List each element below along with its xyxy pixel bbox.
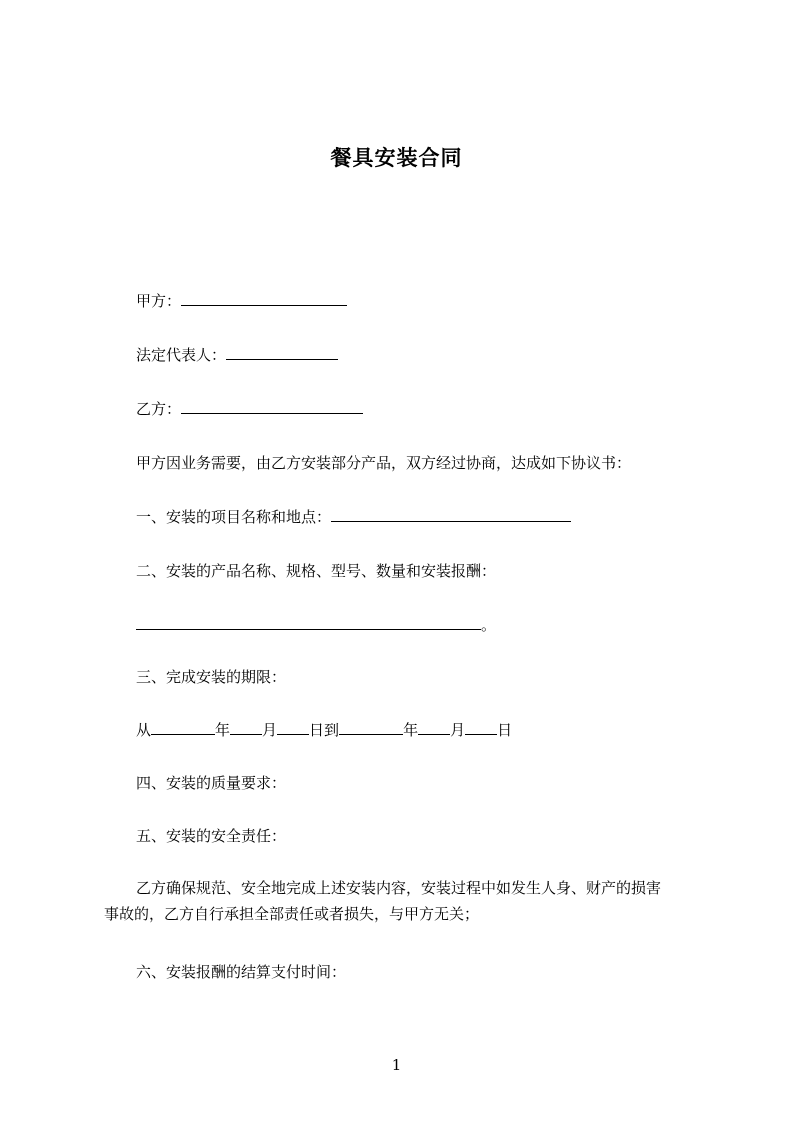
year-label: 年	[215, 721, 231, 739]
start-year-blank[interactable]	[151, 720, 215, 735]
start-month-blank[interactable]	[230, 720, 262, 735]
section-4-heading: 四、安装的质量要求：	[136, 774, 287, 792]
party-b-line	[136, 399, 363, 419]
day-label: 日	[497, 721, 513, 739]
section-2-fill-line	[136, 615, 496, 635]
party-a-blank[interactable]	[181, 291, 347, 306]
end-year-blank[interactable]	[339, 720, 403, 735]
page-number: 1	[391, 1056, 402, 1074]
month-label: 月	[262, 721, 278, 739]
product-details-blank[interactable]	[136, 615, 481, 630]
section-5-heading: 五、安装的安全责任：	[136, 827, 287, 845]
document-title: 餐具安装合同	[330, 146, 463, 170]
section-6-heading: 六、安装报酬的结算支付时间：	[136, 963, 347, 981]
party-a-line	[136, 291, 347, 311]
party-b-blank[interactable]	[181, 399, 363, 414]
safety-paragraph	[104, 875, 704, 927]
section-1-heading: 一、安装的项目名称和地点：	[136, 508, 332, 526]
day-to-label: 日到	[309, 721, 340, 739]
legal-rep-label: 法定代表人：	[136, 346, 227, 364]
end-month-blank[interactable]	[418, 720, 450, 735]
safety-line-1: 乙方确保规范、安全地完成上述安装内容，安装过程中如发生人身、财产的损害	[136, 879, 662, 897]
safety-line-2: 事故的，乙方自行承担全部责任或者损失，与甲方无关；	[104, 905, 480, 923]
date-range-line	[136, 720, 512, 740]
date-from-label: 从	[136, 721, 152, 739]
project-location-blank[interactable]	[331, 507, 571, 522]
party-a-label: 甲方：	[136, 292, 182, 310]
section-3-heading: 三、完成安装的期限：	[136, 668, 287, 686]
section-1-line	[136, 507, 571, 527]
month-label: 月	[450, 721, 466, 739]
legal-rep-blank[interactable]	[226, 345, 338, 360]
legal-rep-line	[136, 345, 338, 365]
section-2-heading: 二、安装的产品名称、规格、型号、数量和安装报酬：	[136, 562, 497, 580]
section-2-end: 。	[481, 616, 497, 634]
start-day-blank[interactable]	[277, 720, 309, 735]
intro-text: 甲方因业务需要，由乙方安装部分产品，双方经过协商，达成如下协议书：	[136, 454, 632, 472]
end-day-blank[interactable]	[465, 720, 497, 735]
year-label: 年	[403, 721, 419, 739]
party-b-label: 乙方：	[136, 400, 182, 418]
